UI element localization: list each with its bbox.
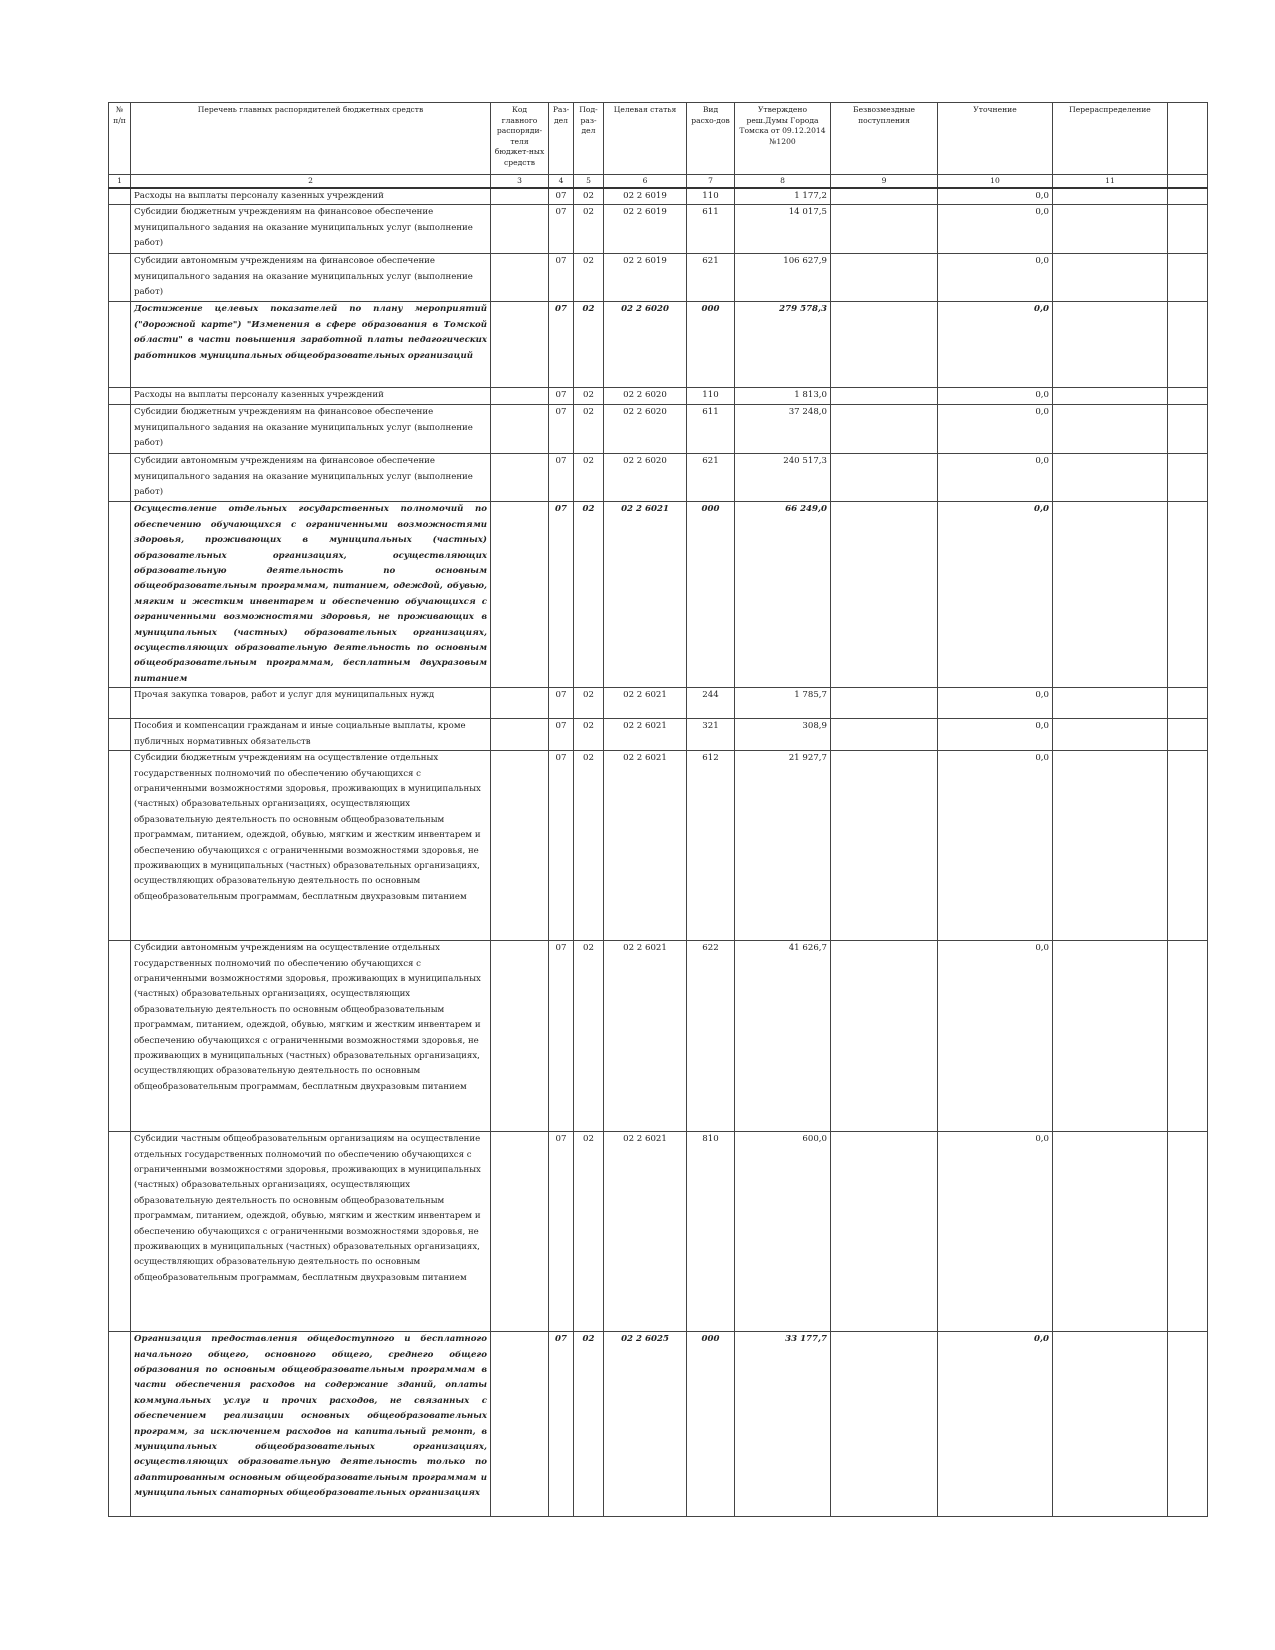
row-approved: 240 517,3 bbox=[735, 454, 831, 502]
colnum: 2 bbox=[131, 175, 491, 189]
row-gratuitous bbox=[831, 405, 938, 454]
row-approved: 600,0 bbox=[735, 1132, 831, 1332]
row-code bbox=[491, 751, 549, 941]
row-clarification: 0,0 bbox=[938, 205, 1053, 254]
row-clarification: 0,0 bbox=[938, 502, 1053, 688]
row-target-article: 02 2 6020 bbox=[604, 405, 687, 454]
colnum: 3 bbox=[491, 175, 549, 189]
row-code bbox=[491, 388, 549, 405]
row-extra bbox=[1168, 719, 1208, 751]
row-redistribution bbox=[1053, 302, 1168, 388]
row-number-cell bbox=[109, 941, 131, 1132]
row-name: Осуществление отдельных государственных полномочий по обеспечению обучающихся с ограниченными возможностями здоровья, проживающих в муниципальных (частных) образовательных организациях, осуществляющих образовательную деятельность по основным общеобразовательным программам, питанием, одеждой, обувью, мягким и жестким инвентарем и обеспечению обучающихся с ограниченными возможностями здоровья, не проживающих в муниципальных (частных) образовательных организациях, осуществляющих образовательную деятельность по основным общеобразовательным программам, бесплатным двухразовым питанием bbox=[131, 502, 491, 688]
row-expense-type: 000 bbox=[687, 1332, 735, 1517]
row-gratuitous bbox=[831, 502, 938, 688]
row-number-cell bbox=[109, 502, 131, 688]
row-razdel: 07 bbox=[549, 502, 574, 688]
row-name: Субсидии автономным учреждениям на финансовое обеспечение муниципального задания на оказание муниципальных услуг (выполнение работ) bbox=[131, 454, 491, 502]
row-code bbox=[491, 719, 549, 751]
row-podrazdel: 02 bbox=[574, 188, 604, 205]
row-gratuitous bbox=[831, 302, 938, 388]
row-podrazdel: 02 bbox=[574, 205, 604, 254]
header-gratuitous: Безвозмездные поступления bbox=[831, 103, 938, 175]
row-razdel: 07 bbox=[549, 751, 574, 941]
row-number-cell bbox=[109, 688, 131, 719]
row-target-article: 02 2 6019 bbox=[604, 205, 687, 254]
row-gratuitous bbox=[831, 941, 938, 1132]
row-clarification: 0,0 bbox=[938, 405, 1053, 454]
row-name: Пособия и компенсации гражданам и иные социальные выплаты, кроме публичных нормативных обязательств bbox=[131, 719, 491, 751]
table-row bbox=[109, 205, 1208, 254]
row-expense-type: 321 bbox=[687, 719, 735, 751]
row-target-article: 02 2 6020 bbox=[604, 388, 687, 405]
header-clarification: Уточнение bbox=[938, 103, 1053, 175]
row-razdel: 07 bbox=[549, 188, 574, 205]
table-row bbox=[109, 388, 1208, 405]
row-approved: 1 785,7 bbox=[735, 688, 831, 719]
row-redistribution bbox=[1053, 454, 1168, 502]
column-number-row bbox=[109, 175, 1208, 189]
row-code bbox=[491, 302, 549, 388]
row-podrazdel: 02 bbox=[574, 405, 604, 454]
row-redistribution bbox=[1053, 254, 1168, 302]
header-extra bbox=[1168, 103, 1208, 175]
header-razdel: Раз-дел bbox=[549, 103, 574, 175]
row-podrazdel: 02 bbox=[574, 502, 604, 688]
row-expense-type: 000 bbox=[687, 302, 735, 388]
row-approved: 14 017,5 bbox=[735, 205, 831, 254]
row-name: Субсидии бюджетным учреждениям на финансовое обеспечение муниципального задания на оказание муниципальных услуг (выполнение работ) bbox=[131, 205, 491, 254]
row-redistribution bbox=[1053, 388, 1168, 405]
row-expense-type: 110 bbox=[687, 388, 735, 405]
row-number-cell bbox=[109, 1332, 131, 1517]
row-redistribution bbox=[1053, 941, 1168, 1132]
row-razdel: 07 bbox=[549, 254, 574, 302]
row-razdel: 07 bbox=[549, 1332, 574, 1517]
row-expense-type: 244 bbox=[687, 688, 735, 719]
row-number-cell bbox=[109, 302, 131, 388]
row-name: Расходы на выплаты персоналу казенных учреждений bbox=[131, 388, 491, 405]
row-podrazdel: 02 bbox=[574, 941, 604, 1132]
row-approved: 1 813,0 bbox=[735, 388, 831, 405]
table-row bbox=[109, 454, 1208, 502]
row-expense-type: 611 bbox=[687, 405, 735, 454]
row-extra bbox=[1168, 254, 1208, 302]
row-approved: 21 927,7 bbox=[735, 751, 831, 941]
table-row bbox=[109, 688, 1208, 719]
row-number-cell bbox=[109, 205, 131, 254]
header-target-article: Целевая статья bbox=[604, 103, 687, 175]
table-row bbox=[109, 941, 1208, 1132]
header-code: Код главного распоряди-теля бюджет-ных средств bbox=[491, 103, 549, 175]
table-row bbox=[109, 1132, 1208, 1332]
row-code bbox=[491, 502, 549, 688]
row-approved: 37 248,0 bbox=[735, 405, 831, 454]
row-redistribution bbox=[1053, 205, 1168, 254]
header-podrazdel: Под-раз-дел bbox=[574, 103, 604, 175]
row-redistribution bbox=[1053, 751, 1168, 941]
row-razdel: 07 bbox=[549, 454, 574, 502]
row-code bbox=[491, 941, 549, 1132]
row-code bbox=[491, 188, 549, 205]
row-name: Субсидии бюджетным учреждениям на осуществление отдельных государственных полномочий по обеспечению обучающихся с ограниченными возможностями здоровья, проживающих в муниципальных (частных) образовательных организациях, осуществляющих образовательную деятельность по основным общеобразовательным программам, питанием, одеждой, обувью, мягким и жестким инвентарем и обеспечению обучающихся с ограниченными возможностями здоровья, не проживающих в муниципальных (частных) образовательных организациях, осуществляющих образовательную деятельность по основным общеобразовательным программам, бесплатным двухразовым питанием bbox=[131, 751, 491, 941]
row-gratuitous bbox=[831, 719, 938, 751]
table-row bbox=[109, 302, 1208, 388]
row-gratuitous bbox=[831, 751, 938, 941]
row-target-article: 02 2 6021 bbox=[604, 719, 687, 751]
row-redistribution bbox=[1053, 1132, 1168, 1332]
row-gratuitous bbox=[831, 1332, 938, 1517]
row-extra bbox=[1168, 688, 1208, 719]
table-row bbox=[109, 254, 1208, 302]
row-podrazdel: 02 bbox=[574, 751, 604, 941]
row-extra bbox=[1168, 502, 1208, 688]
row-approved: 279 578,3 bbox=[735, 302, 831, 388]
row-podrazdel: 02 bbox=[574, 1332, 604, 1517]
colnum: 1 bbox=[109, 175, 131, 189]
row-podrazdel: 02 bbox=[574, 719, 604, 751]
row-podrazdel: 02 bbox=[574, 454, 604, 502]
row-target-article: 02 2 6021 bbox=[604, 688, 687, 719]
row-extra bbox=[1168, 1132, 1208, 1332]
table-row bbox=[109, 751, 1208, 941]
row-name: Субсидии автономным учреждениям на осуществление отдельных государственных полномочий по обеспечению обучающихся с ограниченными возможностями здоровья, проживающих в муниципальных (частных) образовательных организациях, осуществляющих образовательную деятельность по основным общеобразовательным программам, питанием, одеждой, обувью, мягким и жестким инвентарем и обеспечению обучающихся с ограниченными возможностями здоровья, не проживающих в муниципальных (частных) образовательных организациях, осуществляющих образовательную деятельность по основным общеобразовательным программам, бесплатным двухразовым питанием bbox=[131, 941, 491, 1132]
row-code bbox=[491, 688, 549, 719]
table-row bbox=[109, 719, 1208, 751]
header-number: № п/п bbox=[109, 103, 131, 175]
row-clarification: 0,0 bbox=[938, 688, 1053, 719]
row-target-article: 02 2 6021 bbox=[604, 502, 687, 688]
row-extra bbox=[1168, 188, 1208, 205]
row-podrazdel: 02 bbox=[574, 1132, 604, 1332]
row-expense-type: 611 bbox=[687, 205, 735, 254]
row-code bbox=[491, 1132, 549, 1332]
row-name: Организация предоставления общедоступного и бесплатного начального общего, основного общего, среднего общего образования по основным общеобразовательным программам в части обеспечения расходов на содержание зданий, оплаты коммунальных услуг и прочих расходов, не связанных с обеспечением реализации основных общеобразовательных программ, за исключением расходов на капитальный ремонт, в муниципальных общеобразовательных организациях, осуществляющих образовательную деятельность только по адаптированным основным общеобразовательным программам и муниципальных санаторных общеобразовательных организациях bbox=[131, 1332, 491, 1517]
row-razdel: 07 bbox=[549, 405, 574, 454]
row-clarification: 0,0 bbox=[938, 302, 1053, 388]
row-redistribution bbox=[1053, 719, 1168, 751]
row-number-cell bbox=[109, 1132, 131, 1332]
row-extra bbox=[1168, 405, 1208, 454]
colnum: 5 bbox=[574, 175, 604, 189]
colnum: 9 bbox=[831, 175, 938, 189]
colnum: 11 bbox=[1053, 175, 1168, 189]
table-row bbox=[109, 1332, 1208, 1517]
colnum: 10 bbox=[938, 175, 1053, 189]
row-expense-type: 110 bbox=[687, 188, 735, 205]
row-razdel: 07 bbox=[549, 302, 574, 388]
row-name: Субсидии частным общеобразовательным организациям на осуществление отдельных государственных полномочий по обеспечению обучающихся с ограниченными возможностями здоровья, проживающих в муниципальных (частных) образовательных организациях, осуществляющих образовательную деятельность по основным общеобразовательным программам, питанием, одеждой, обувью, мягким и жестким инвентарем и обеспечению обучающихся с ограниченными возможностями здоровья, не проживающих в муниципальных (частных) образовательных организациях, осуществляющих образовательную деятельность по основным общеобразовательным программам, бесплатным двухразовым питанием bbox=[131, 1132, 491, 1332]
row-number-cell bbox=[109, 405, 131, 454]
row-podrazdel: 02 bbox=[574, 302, 604, 388]
row-extra bbox=[1168, 454, 1208, 502]
row-code bbox=[491, 454, 549, 502]
row-redistribution bbox=[1053, 688, 1168, 719]
header-row bbox=[109, 103, 1208, 175]
row-clarification: 0,0 bbox=[938, 254, 1053, 302]
header-redistribution: Перераспределение bbox=[1053, 103, 1168, 175]
row-podrazdel: 02 bbox=[574, 388, 604, 405]
row-approved: 106 627,9 bbox=[735, 254, 831, 302]
row-razdel: 07 bbox=[549, 1132, 574, 1332]
row-approved: 1 177,2 bbox=[735, 188, 831, 205]
row-clarification: 0,0 bbox=[938, 1332, 1053, 1517]
row-gratuitous bbox=[831, 1132, 938, 1332]
colnum: 4 bbox=[549, 175, 574, 189]
row-number-cell bbox=[109, 454, 131, 502]
row-clarification: 0,0 bbox=[938, 388, 1053, 405]
colnum: 7 bbox=[687, 175, 735, 189]
row-code bbox=[491, 405, 549, 454]
row-name: Субсидии автономным учреждениям на финансовое обеспечение муниципального задания на оказание муниципальных услуг (выполнение работ) bbox=[131, 254, 491, 302]
row-podrazdel: 02 bbox=[574, 254, 604, 302]
row-approved: 33 177,7 bbox=[735, 1332, 831, 1517]
row-code bbox=[491, 205, 549, 254]
row-gratuitous bbox=[831, 254, 938, 302]
row-name: Достижение целевых показателей по плану мероприятий ("дорожной карте") "Изменения в сфере образования в Томской области" в части повышения заработной платы педагогических работников муниципальных общеобразовательных организаций bbox=[131, 302, 491, 388]
row-redistribution bbox=[1053, 1332, 1168, 1517]
row-razdel: 07 bbox=[549, 719, 574, 751]
row-clarification: 0,0 bbox=[938, 751, 1053, 941]
row-code bbox=[491, 254, 549, 302]
row-name: Расходы на выплаты персоналу казенных учреждений bbox=[131, 188, 491, 205]
row-expense-type: 621 bbox=[687, 254, 735, 302]
row-target-article: 02 2 6021 bbox=[604, 941, 687, 1132]
row-expense-type: 000 bbox=[687, 502, 735, 688]
row-expense-type: 621 bbox=[687, 454, 735, 502]
row-number-cell bbox=[109, 751, 131, 941]
row-extra bbox=[1168, 1332, 1208, 1517]
colnum: 8 bbox=[735, 175, 831, 189]
row-target-article: 02 2 6021 bbox=[604, 1132, 687, 1332]
row-gratuitous bbox=[831, 205, 938, 254]
row-razdel: 07 bbox=[549, 688, 574, 719]
budget-table bbox=[108, 102, 1208, 1517]
row-approved: 66 249,0 bbox=[735, 502, 831, 688]
row-clarification: 0,0 bbox=[938, 188, 1053, 205]
row-target-article: 02 2 6019 bbox=[604, 188, 687, 205]
row-target-article: 02 2 6025 bbox=[604, 1332, 687, 1517]
header-name: Перечень главных распорядителей бюджетных средств bbox=[131, 103, 491, 175]
table-row bbox=[109, 188, 1208, 205]
row-number-cell bbox=[109, 254, 131, 302]
row-extra bbox=[1168, 388, 1208, 405]
row-redistribution bbox=[1053, 502, 1168, 688]
header-expense-type: Вид расхо-дов bbox=[687, 103, 735, 175]
row-razdel: 07 bbox=[549, 205, 574, 254]
table-row bbox=[109, 502, 1208, 688]
row-target-article: 02 2 6019 bbox=[604, 254, 687, 302]
header-approved: Утверждено реш.Думы Города Томска от 09.12.2014 №1200 bbox=[735, 103, 831, 175]
row-razdel: 07 bbox=[549, 388, 574, 405]
row-extra bbox=[1168, 751, 1208, 941]
row-gratuitous bbox=[831, 688, 938, 719]
row-number-cell bbox=[109, 188, 131, 205]
row-approved: 41 626,7 bbox=[735, 941, 831, 1132]
row-extra bbox=[1168, 205, 1208, 254]
row-name: Прочая закупка товаров, работ и услуг для муниципальных нужд bbox=[131, 688, 491, 719]
row-clarification: 0,0 bbox=[938, 1132, 1053, 1332]
colnum bbox=[1168, 175, 1208, 189]
row-podrazdel: 02 bbox=[574, 688, 604, 719]
row-target-article: 02 2 6020 bbox=[604, 302, 687, 388]
row-name: Субсидии бюджетным учреждениям на финансовое обеспечение муниципального задания на оказание муниципальных услуг (выполнение работ) bbox=[131, 405, 491, 454]
row-extra bbox=[1168, 302, 1208, 388]
row-expense-type: 810 bbox=[687, 1132, 735, 1332]
row-extra bbox=[1168, 941, 1208, 1132]
row-redistribution bbox=[1053, 405, 1168, 454]
row-target-article: 02 2 6020 bbox=[604, 454, 687, 502]
row-gratuitous bbox=[831, 454, 938, 502]
row-razdel: 07 bbox=[549, 941, 574, 1132]
row-number-cell bbox=[109, 388, 131, 405]
row-expense-type: 612 bbox=[687, 751, 735, 941]
row-clarification: 0,0 bbox=[938, 941, 1053, 1132]
row-gratuitous bbox=[831, 188, 938, 205]
row-expense-type: 622 bbox=[687, 941, 735, 1132]
row-clarification: 0,0 bbox=[938, 454, 1053, 502]
row-code bbox=[491, 1332, 549, 1517]
table-row bbox=[109, 405, 1208, 454]
row-clarification: 0,0 bbox=[938, 719, 1053, 751]
colnum: 6 bbox=[604, 175, 687, 189]
row-target-article: 02 2 6021 bbox=[604, 751, 687, 941]
row-approved: 308,9 bbox=[735, 719, 831, 751]
row-gratuitous bbox=[831, 388, 938, 405]
row-number-cell bbox=[109, 719, 131, 751]
row-redistribution bbox=[1053, 188, 1168, 205]
